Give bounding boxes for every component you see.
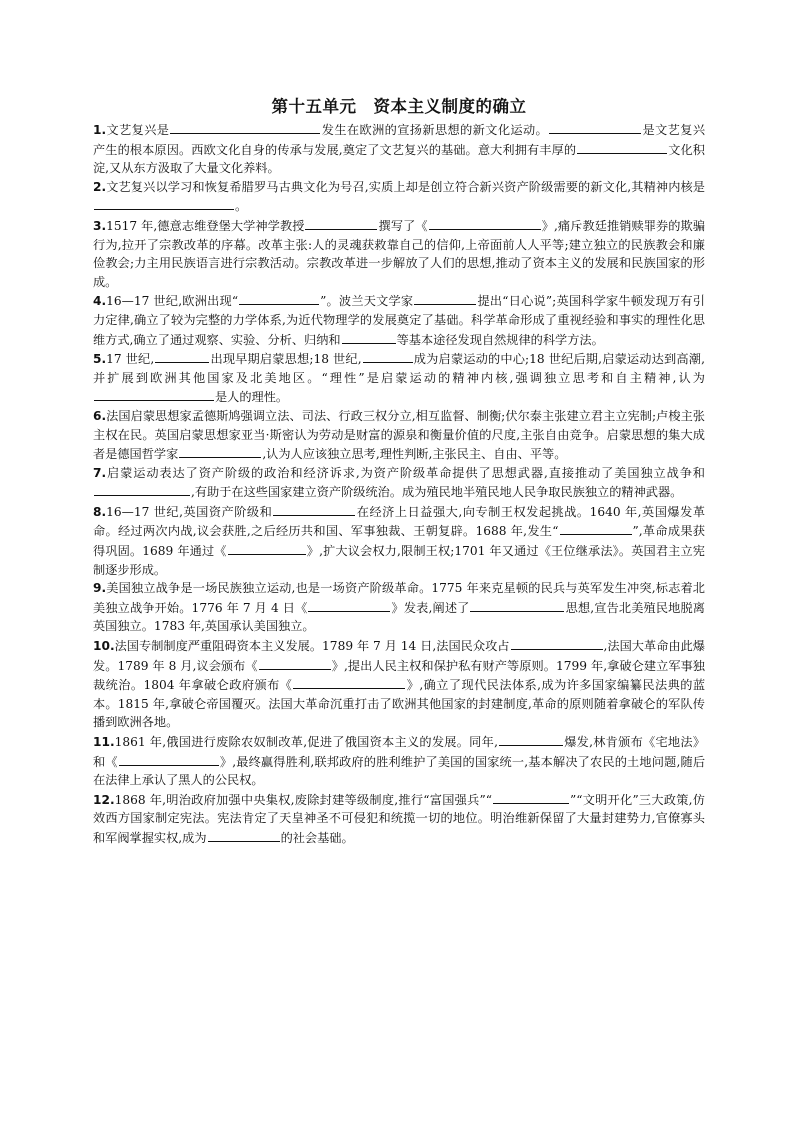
question-4 (93, 291, 705, 349)
question-8 (93, 502, 705, 579)
question-text: 。 (235, 199, 248, 214)
question-text: 》发表,阐述了 (391, 600, 470, 615)
question-number: 4. (93, 294, 107, 309)
question-number: 9. (93, 581, 107, 596)
question-text: 1861 年,俄国进行废除农奴制改革,促进了俄国资本主义的发展。同年, (114, 735, 498, 749)
question-text: 16—17 世纪,英国资产阶级和 (106, 504, 273, 519)
answer-blank[interactable] (363, 349, 413, 363)
question-text: 等基本途径发现自然规律的科学方法。 (396, 332, 604, 347)
question-text: 》,确立了现代民法体系,成为许多国家编纂民法典的蓝本。1815 年,拿破仑帝国覆灭。法国大革命沉重打击了欧洲其他国家的封建制度,革命的原则随着拿破仑的军队传播到欧洲各地。 (93, 678, 706, 730)
page-title: 第十五单元 资本主义制度的确立 (271, 97, 527, 116)
answer-blank[interactable] (577, 140, 667, 154)
answer-blank[interactable] (179, 444, 261, 458)
question-7 (93, 464, 705, 502)
answer-blank[interactable] (94, 482, 190, 496)
question-text: 》,痛斥教廷推销赎罪券的欺骗行为,拉开了宗教改革的序幕。改革主张:人的灵魂获救靠自己的信仰,上帝面前人人平等;建立独立的民族教会和廉俭教会;力主用民族语言进行宗教活动。宗教改革进一步解放了人们的思想,推动了资本主义的发展和民族国家的形成。 (93, 218, 706, 289)
question-text: 法国专制制度严重阻碍资本主义发展。1789 年 7 月 14 日,法国民众攻占 (114, 639, 510, 654)
question-9 (93, 579, 705, 636)
question-text: 1868 年,明治政府加强中央集权,废除封建等级制度,推行“富国强兵”“ (114, 792, 492, 807)
answer-blank[interactable] (414, 291, 476, 305)
question-text: 提出“日心说”;英国科学家牛顿发现万有引力定律,确立了较为完整的力学体系,为近代物理学的发展奠定了基础。科学革命形成了重视经验和事实的理性化思维方式,确立了通过观察、实验、分析、归纳和 (93, 294, 705, 347)
worksheet-page (93, 96, 705, 848)
question-6 (93, 407, 705, 464)
question-text: ”。波兰天文学家 (320, 294, 414, 309)
question-11 (93, 732, 705, 790)
question-number: 8. (93, 504, 107, 519)
answer-blank[interactable] (119, 752, 219, 766)
answer-blank[interactable] (493, 790, 569, 804)
question-text: 是人的理性。 (215, 390, 289, 405)
question-text: 发生在欧洲的宣扬新思想的新文化运动。 (321, 123, 549, 137)
question-number: 2. (93, 179, 107, 194)
answer-blank[interactable] (259, 656, 331, 670)
question-2 (93, 178, 705, 216)
question-text: 的社会基础。 (280, 830, 354, 845)
question-text: 》,扩大议会权力,限制王权;1701 年又通过《王位继承法》。英国君主立宪制逐步形成。 (93, 544, 705, 577)
question-text: 》,最终赢得胜利,联邦政府的胜利维护了美国的国家统一,基本解决了农民的土地问题,随后在法律上承认了黑人的公民权。 (93, 754, 706, 788)
question-number: 12. (93, 792, 115, 807)
answer-blank[interactable] (293, 675, 405, 689)
answer-blank[interactable] (499, 732, 563, 746)
answer-blank[interactable] (155, 349, 209, 363)
question-3 (93, 216, 705, 291)
answer-blank[interactable] (305, 216, 377, 230)
answer-blank[interactable] (342, 330, 396, 344)
question-number: 1. (93, 123, 107, 137)
question-1 (93, 120, 705, 178)
question-text: 撰写了《 (378, 218, 428, 233)
question-text: 出现早期启蒙思想;18 世纪, (210, 352, 362, 367)
question-text: 在经济上日益强大,向专制王权发起挑战。1640 年,英国爆发革命。经过两次内战,议会获胜,之后经历共和国、军事独裁、王朝复辟。1688 年,发生“ (93, 504, 706, 539)
answer-blank[interactable] (511, 636, 603, 650)
question-text: 成为启蒙运动的中心;18 世纪后期,启蒙运动达到高潮,并扩展到欧洲其他国家及北美地区。“理性”是启蒙运动的精神内核,强调独立思考和自主精神,认为 (93, 352, 705, 385)
answer-blank[interactable] (470, 598, 564, 612)
question-text: 思想,宣告北美殖民地脱离英国独立。1783 年,英国承认美国独立。 (93, 600, 705, 634)
answer-blank[interactable] (94, 196, 234, 210)
answer-blank[interactable] (308, 598, 390, 612)
question-number: 6. (93, 408, 107, 423)
question-text: 》,提出人民主权和保护私有财产等原则。1799 年,拿破仑建立军事独裁统治。1804 年拿破仑政府颁布《 (93, 658, 705, 693)
question-text: ,有助于在这些国家建立资产阶级统治。成为殖民地半殖民地人民争取民族独立的精神武器。 (191, 485, 683, 500)
question-text: 17 世纪, (106, 352, 155, 367)
question-number: 3. (93, 218, 107, 233)
question-number: 10. (93, 639, 115, 654)
question-text: 法国启蒙思想家孟德斯鸠强调立法、司法、行政三权分立,相互监督、制衡;伏尔泰主张建立君主立宪制;卢梭主张主权在民。英国启蒙思想家亚当·斯密认为劳动是财富的源泉和衡量价值的尺度,主张自由竞争。启蒙思想的集大成者是德国哲学家 (93, 408, 705, 462)
question-number: 11. (93, 735, 115, 749)
question-text: 16—17 世纪,欧洲出现“ (106, 294, 239, 309)
question-5 (93, 349, 705, 407)
question-number: 7. (93, 465, 107, 480)
question-text: 启蒙运动表达了资产阶级的政治和经济诉求,为资产阶级革命提供了思想武器,直接推动了美国独立战争和 (106, 465, 705, 480)
question-10 (93, 636, 705, 732)
answer-blank[interactable] (549, 120, 641, 134)
answer-blank[interactable] (228, 541, 306, 555)
answer-blank[interactable] (94, 387, 214, 401)
question-12 (93, 790, 705, 848)
question-text: 美国独立战争是一场民族独立运动,也是一场资产阶级革命。1775 年来克星顿的民兵与英军发生冲突,标志着北美独立战争开始。1776 年 7 月 4 日《 (93, 581, 705, 615)
question-text: 文艺复兴以学习和恢复希腊罗马古典文化为号召,实质上却是创立符合新兴资产阶级需要的新文化,其精神内核是 (106, 179, 705, 194)
question-text: ”,革命成果获得巩固。1689 年通过《 (93, 524, 705, 559)
answer-blank[interactable] (239, 291, 319, 305)
question-number: 5. (93, 352, 107, 367)
question-text: ”“文明开化”三大政策,仿效西方国家制定宪法。宪法肯定了天皇神圣不可侵犯和统揽一切的地位。明治维新保留了大量封建势力,官僚寡头和军阀掌握实权,成为 (93, 792, 705, 845)
question-text: 是文艺复兴产生的根本原因。西欧文化自身的传承与发展,奠定了文艺复兴的基础。意大利拥有丰厚的 (93, 123, 706, 157)
answer-blank[interactable] (170, 120, 320, 134)
question-text: 爆发,林肯颁布《宅地法》和《 (93, 735, 706, 769)
question-text: 文化积淀,又从东方汲取了大量文化养料。 (93, 142, 705, 176)
question-text: ,法国大革命由此爆发。1789 年 8 月,议会颁布《 (93, 639, 705, 673)
answer-blank[interactable] (560, 521, 632, 535)
question-text: 1517 年,德意志维登堡大学神学教授 (106, 218, 305, 233)
answer-blank[interactable] (429, 216, 541, 230)
question-text: 文艺复兴是 (106, 123, 170, 137)
answer-blank[interactable] (273, 502, 355, 516)
answer-blank[interactable] (208, 828, 280, 842)
question-text: ,认为人应该独立思考,理性判断,主张民主、自由、平等。 (262, 447, 567, 462)
